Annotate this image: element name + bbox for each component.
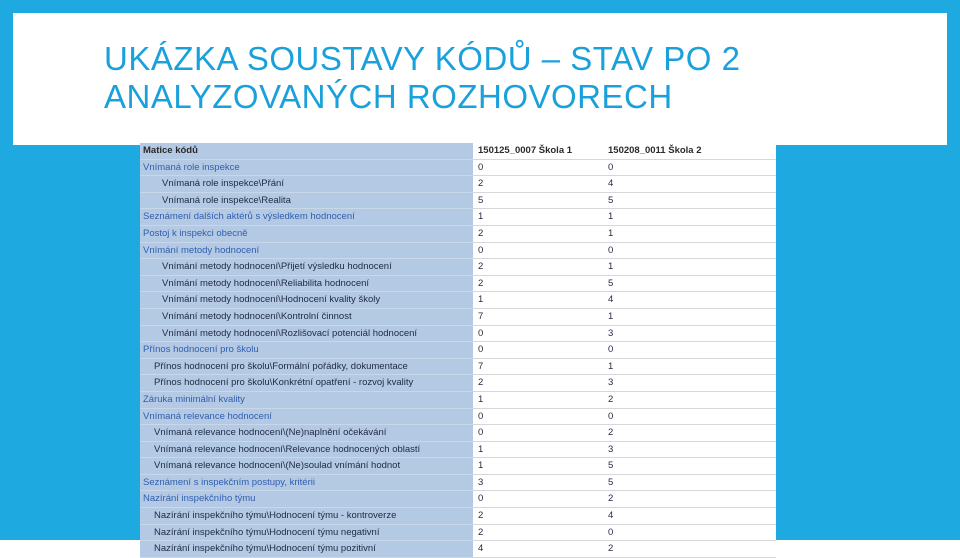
row-value-school-1: 3	[475, 474, 605, 491]
row-value-school-1: 1	[475, 458, 605, 475]
row-value-school-2: 2	[605, 425, 776, 442]
table-row	[140, 242, 776, 259]
row-code-label: Vnímaná role inspekce	[140, 159, 473, 176]
row-value-school-1: 2	[475, 259, 605, 276]
row-value-school-1: 1	[475, 441, 605, 458]
row-code-label: Vnímaná relevance hodnocení\(Ne)soulad vnímání hodnot	[140, 458, 473, 475]
row-value-school-2: 5	[605, 458, 776, 475]
row-value-school-2: 1	[605, 209, 776, 226]
row-value-school-1: 2	[475, 176, 605, 193]
row-value-school-1: 7	[475, 308, 605, 325]
row-value-school-1: 1	[475, 209, 605, 226]
slide-title-line-2: ANALYZOVANÝCH ROZHOVORECH	[104, 78, 673, 115]
table-row	[140, 408, 776, 425]
code-matrix-table	[140, 143, 768, 555]
row-value-school-1: 7	[475, 358, 605, 375]
row-value-school-2: 3	[605, 375, 776, 392]
row-value-school-1: 2	[475, 225, 605, 242]
row-code-label: Nazírání inspekčního týmu\Hodnocení týmu pozitivní	[140, 541, 473, 558]
row-code-label: Postoj k inspekci obecně	[140, 225, 473, 242]
row-code-label: Přínos hodnocení pro školu\Konkrétní opatření - rozvoj kvality	[140, 375, 473, 392]
row-value-school-1: 5	[475, 192, 605, 209]
table-row	[140, 275, 776, 292]
table-row	[140, 192, 776, 209]
row-value-school-1: 0	[475, 242, 605, 259]
row-value-school-2: 0	[605, 242, 776, 259]
row-value-school-2: 2	[605, 491, 776, 508]
table-row	[140, 524, 776, 541]
row-code-label: Vnímaná relevance hodnocení	[140, 408, 473, 425]
row-value-school-1: 1	[475, 292, 605, 309]
table-row	[140, 358, 776, 375]
row-code-label: Přínos hodnocení pro školu\Formální pořádky, dokumentace	[140, 358, 473, 375]
row-value-school-2: 5	[605, 275, 776, 292]
row-value-school-2: 0	[605, 342, 776, 359]
row-value-school-2: 3	[605, 441, 776, 458]
slide-title	[104, 40, 924, 116]
row-value-school-2: 2	[605, 391, 776, 408]
row-value-school-1: 2	[475, 275, 605, 292]
row-value-school-2: 5	[605, 192, 776, 209]
header-codes: Matice kódů	[140, 143, 473, 159]
table-row	[140, 458, 776, 475]
row-code-label: Seznámení s inspekčním postupy, kritérii	[140, 474, 473, 491]
table-row	[140, 308, 776, 325]
right-accent-bar	[947, 0, 960, 145]
table-row	[140, 491, 776, 508]
row-code-label: Nazírání inspekčního týmu\Hodnocení týmu - kontroverze	[140, 508, 473, 525]
row-code-label: Přínos hodnocení pro školu	[140, 342, 473, 359]
row-code-label: Nazírání inspekčního týmu\Hodnocení týmu negativní	[140, 524, 473, 541]
table-row	[140, 325, 776, 342]
row-value-school-2: 1	[605, 259, 776, 276]
row-code-label: Vnímání metody hodnocení\Reliabilita hodnocení	[140, 275, 473, 292]
table-row	[140, 225, 776, 242]
row-value-school-1: 0	[475, 425, 605, 442]
table-row	[140, 259, 776, 276]
row-code-label: Seznámení dalších aktérů s výsledkem hodnocení	[140, 209, 473, 226]
row-code-label: Záruka minimální kvality	[140, 391, 473, 408]
table-row	[140, 474, 776, 491]
row-code-label: Vnímání metody hodnocení\Kontrolní činnost	[140, 308, 473, 325]
table-row	[140, 176, 776, 193]
row-value-school-1: 0	[475, 159, 605, 176]
row-value-school-2: 5	[605, 474, 776, 491]
row-code-label: Vnímání metody hodnocení\Rozlišovací potenciál hodnocení	[140, 325, 473, 342]
row-code-label: Vnímaná role inspekce\Realita	[140, 192, 473, 209]
table-row	[140, 209, 776, 226]
row-value-school-1: 2	[475, 375, 605, 392]
row-value-school-2: 3	[605, 325, 776, 342]
row-value-school-1: 0	[475, 491, 605, 508]
row-code-label: Vnímání metody hodnocení\Přijetí výsledku hodnocení	[140, 259, 473, 276]
row-code-label: Nazírání inspekčního týmu	[140, 491, 473, 508]
row-code-label: Vnímaná relevance hodnocení\Relevance hodnocených oblastí	[140, 441, 473, 458]
top-accent-bar	[0, 0, 960, 13]
header-school-2: 150208_0011 Škola 2	[605, 143, 776, 159]
row-code-label: Vnímání metody hodnocení	[140, 242, 473, 259]
row-code-label: Vnímání metody hodnocení\Hodnocení kvality školy	[140, 292, 473, 309]
row-value-school-1: 4	[475, 541, 605, 558]
table-row	[140, 391, 776, 408]
table-header-row	[140, 143, 776, 159]
table-row	[140, 541, 776, 558]
row-value-school-2: 0	[605, 524, 776, 541]
table-row	[140, 159, 776, 176]
row-code-label: Vnímaná relevance hodnocení\(Ne)naplnění očekávání	[140, 425, 473, 442]
row-value-school-2: 1	[605, 358, 776, 375]
slide-title-line-1: UKÁZKA SOUSTAVY KÓDŮ – STAV PO 2	[104, 40, 741, 77]
row-code-label: Vnímaná role inspekce\Přání	[140, 176, 473, 193]
header-school-1: 150125_0007 Škola 1	[475, 143, 605, 159]
row-value-school-2: 2	[605, 541, 776, 558]
table-row	[140, 375, 776, 392]
row-value-school-2: 4	[605, 176, 776, 193]
row-value-school-2: 0	[605, 408, 776, 425]
row-value-school-2: 4	[605, 292, 776, 309]
table-row	[140, 508, 776, 525]
row-value-school-1: 0	[475, 408, 605, 425]
row-value-school-2: 0	[605, 159, 776, 176]
row-value-school-2: 1	[605, 225, 776, 242]
row-value-school-1: 0	[475, 325, 605, 342]
row-value-school-2: 4	[605, 508, 776, 525]
table-row	[140, 425, 776, 442]
row-value-school-1: 1	[475, 391, 605, 408]
table-row	[140, 292, 776, 309]
table-row	[140, 342, 776, 359]
row-value-school-1: 2	[475, 524, 605, 541]
left-accent-bar	[0, 0, 13, 145]
table-row	[140, 441, 776, 458]
row-value-school-2: 1	[605, 308, 776, 325]
row-value-school-1: 0	[475, 342, 605, 359]
row-value-school-1: 2	[475, 508, 605, 525]
